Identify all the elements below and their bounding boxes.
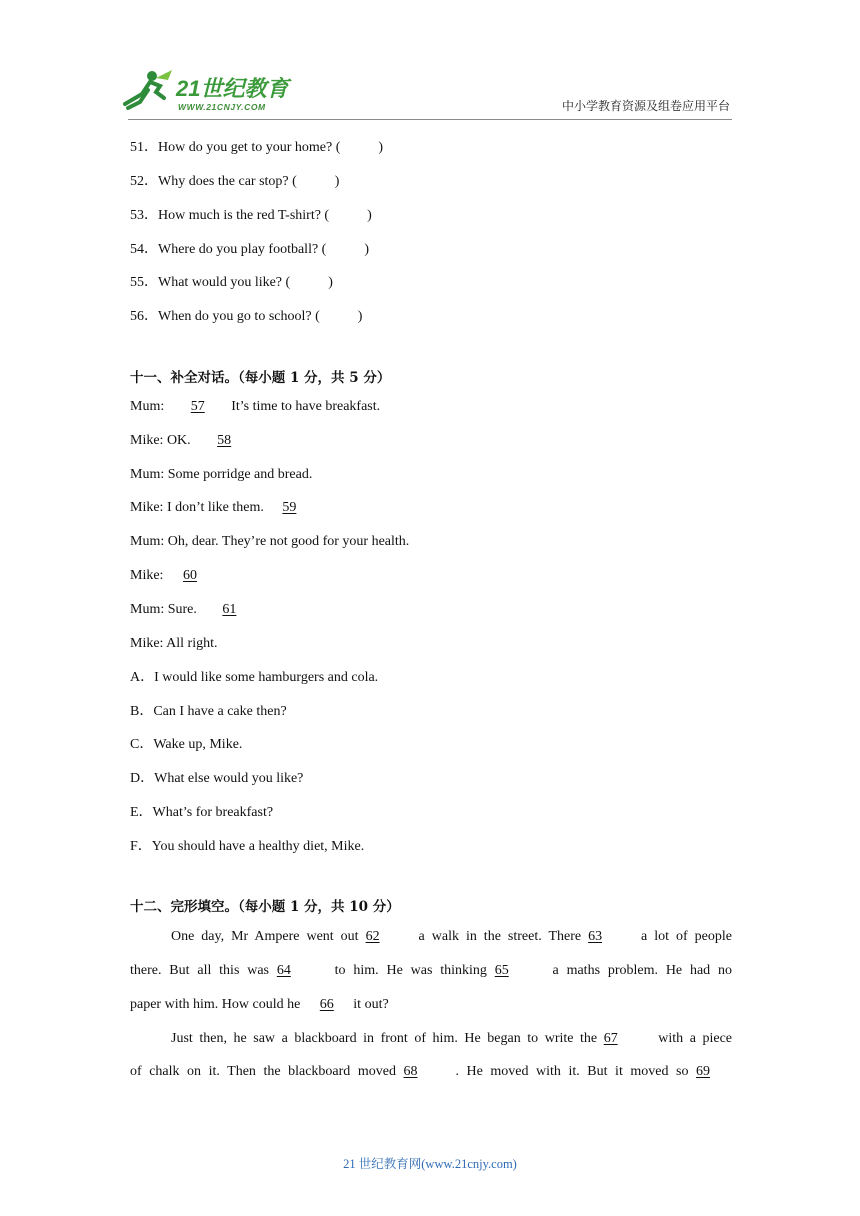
cloze-line: Just then, he saw a blackboard in front of him. He began to write the 67 with a piece xyxy=(171,1029,732,1049)
cloze-line: there. But all this was 64 to him. He was thinking 65 a maths problem. He had no xyxy=(130,961,732,981)
dialogue-line: Mike: OK. 58 xyxy=(130,431,254,451)
blank-60: 60 xyxy=(182,568,197,583)
blank-67: 67 xyxy=(603,1031,618,1046)
option-a: A．I would like some hamburgers and cola. xyxy=(130,670,379,685)
option-c: C．Wake up, Mike. xyxy=(130,737,243,752)
question-54: 54．Where do you play football? ( ) xyxy=(130,242,369,257)
cloze-line: of chalk on it. Then the blackboard moved 68 . He moved with it. But it moved so 69 xyxy=(130,1062,732,1082)
dialogue-line: Mum: Sure. 61 xyxy=(130,600,258,620)
option-f: F．You should have a healthy diet, Mike. xyxy=(130,839,365,854)
cloze-line: One day, Mr Ampere went out 62 a walk in the street. There 63 a lot of people xyxy=(171,927,732,947)
section-12-title: 十二、完形填空。（每小题 1 分，共 10 分） xyxy=(130,899,400,915)
footer-link[interactable]: 21 世纪教育网(www.21cnjy.com) xyxy=(343,1157,517,1171)
blank-61: 61 xyxy=(222,602,237,617)
dialogue-line: Mum: 57 It’s time to have breakfast. xyxy=(130,397,380,417)
blank-62: 62 xyxy=(365,929,380,944)
cloze-line: paper with him. How could he 66 it out? xyxy=(130,995,389,1015)
option-b: B．Can I have a cake then? xyxy=(130,704,287,719)
blank-69: 69 xyxy=(696,1064,711,1079)
blank-65: 65 xyxy=(494,963,509,978)
question-52: 52．Why does the car stop? ( ) xyxy=(130,174,340,189)
option-d: D．What else would you like? xyxy=(130,771,304,786)
blank-68: 68 xyxy=(403,1064,418,1079)
blank-63: 63 xyxy=(588,929,603,944)
site-tagline: 中小学教育资源及组卷应用平台 xyxy=(561,99,730,113)
section-11-title: 十一、补全对话。（每小题 1 分，共 5 分） xyxy=(130,370,391,386)
header-divider xyxy=(128,119,732,120)
blank-59: 59 xyxy=(282,500,297,515)
question-56: 56．When do you go to school? ( ) xyxy=(130,309,363,324)
question-55: 55．What would you like? ( ) xyxy=(130,275,333,290)
blank-66: 66 xyxy=(319,997,334,1012)
logo xyxy=(120,68,295,116)
dialogue-line: Mike: 60 xyxy=(130,566,213,586)
blank-64: 64 xyxy=(276,963,291,978)
question-53: 53．How much is the red T-shirt? ( ) xyxy=(130,208,372,223)
question-51: 51．How do you get to your home? ( ) xyxy=(130,140,384,155)
option-e: E．What’s for breakfast? xyxy=(130,805,274,820)
dialogue-line: Mum: Some porridge and bread. xyxy=(130,467,313,482)
dialogue-line: Mike: I don’t like them. 59 xyxy=(130,498,311,518)
blank-58: 58 xyxy=(217,433,232,448)
logo-text: 21世纪教育 xyxy=(176,76,289,101)
dialogue-line: Mike: All right. xyxy=(130,636,218,651)
logo-subtitle: WWW.21CNJY.COM xyxy=(178,102,266,112)
blank-57: 57 xyxy=(190,399,205,414)
dialogue-line: Mum: Oh, dear. They’re not good for your health. xyxy=(130,534,410,549)
page-header xyxy=(0,0,860,125)
